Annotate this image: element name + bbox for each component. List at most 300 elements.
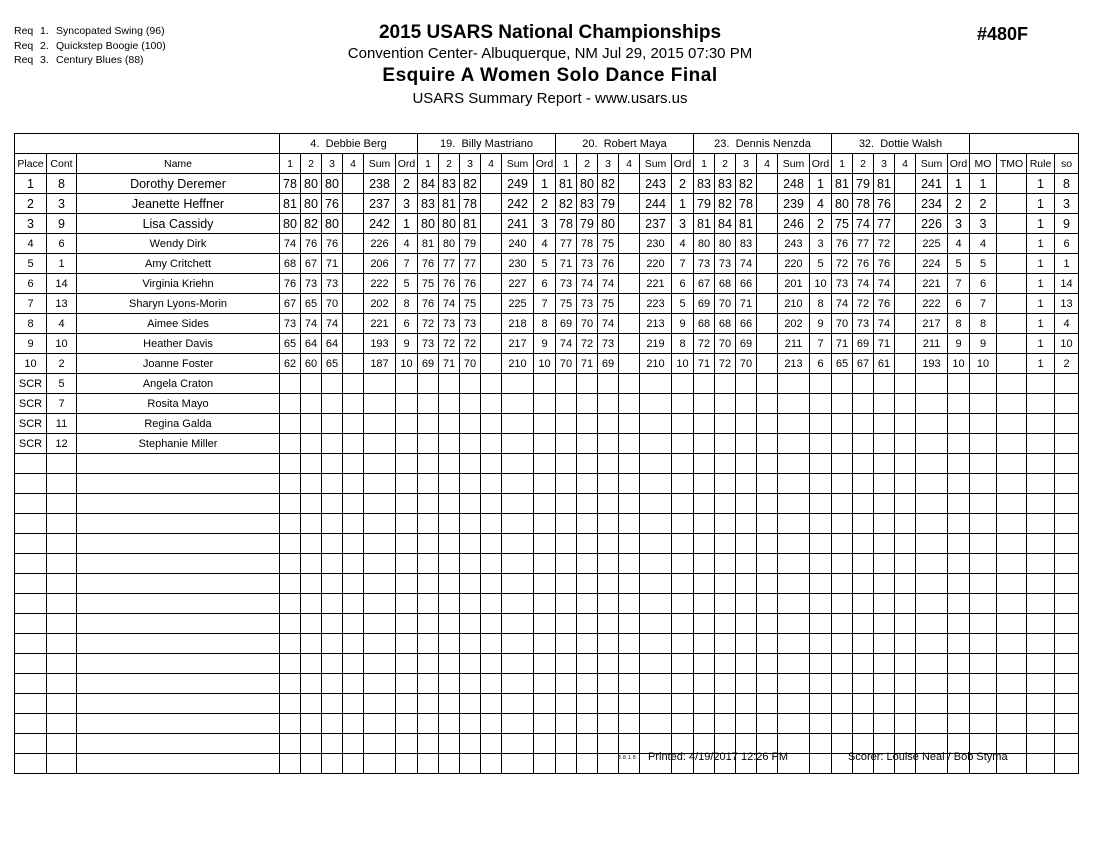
cell-j0-sum [364,394,396,414]
table-row [15,394,1079,414]
cell-j0-score2 [301,374,322,394]
cell-j4-score2 [853,534,874,554]
col-header-j4-4: 4 [895,154,916,174]
cell-j3-score4 [757,314,778,334]
table-row [15,334,1079,354]
cell-j4-sum [916,454,948,474]
cell-j4-score4 [895,514,916,534]
cell-j1-sum [502,634,534,654]
cell-j4-score4 [895,354,916,374]
cell-j4-score2 [853,394,874,414]
cell-name [77,674,280,694]
cell-j3-score4 [757,474,778,494]
cell-j4-ord [948,434,970,454]
cell-j3-sum: 213 [778,354,810,374]
cell-j3-ord [810,474,832,494]
cell-j1-ord [534,734,556,754]
cell-so [1055,594,1079,614]
cell-j2-score4 [619,174,640,194]
cell-j3-score1 [694,554,715,574]
cell-j1-sum [502,574,534,594]
cell-j2-sum [640,414,672,434]
cell-j2-score1 [556,554,577,574]
cell-j4-score4 [895,414,916,434]
cell-cont: 4 [47,314,77,334]
cell-j4-score3: 76 [874,254,895,274]
cell-j2-score1 [556,754,577,774]
judge-header-1 [418,134,556,154]
cell-j3-score3 [736,494,757,514]
cell-j4-score4 [895,194,916,214]
cell-cont [47,514,77,534]
cell-j0-ord: 8 [396,294,418,314]
cell-j1-score3 [460,734,481,754]
cell-j2-sum [640,474,672,494]
cell-j1-score1 [418,694,439,714]
cell-j0-score2 [301,394,322,414]
cell-j3-sum [778,374,810,394]
cell-j0-score2 [301,694,322,714]
cell-rule: 1 [1027,274,1055,294]
cell-j4-sum [916,474,948,494]
cell-j3-score1 [694,714,715,734]
cell-j3-score3 [736,534,757,554]
cell-j4-score1: 75 [832,214,853,234]
cell-j2-ord [672,494,694,514]
cell-j2-score2: 70 [577,314,598,334]
cell-j0-score4 [343,754,364,774]
cell-name: Dorothy Deremer [77,174,280,194]
cell-j3-score2: 82 [715,194,736,214]
cell-j0-score2 [301,674,322,694]
cell-j0-score3: 80 [322,214,343,234]
cell-place: SCR [15,434,47,454]
cell-j3-ord [810,634,832,654]
cell-j1-score3 [460,674,481,694]
cell-j2-score1 [556,454,577,474]
cell-j0-score4 [343,234,364,254]
col-header-j4-1: 1 [832,154,853,174]
cell-rule: 1 [1027,334,1055,354]
cell-j1-score3 [460,654,481,674]
cell-j1-sum: 240 [502,234,534,254]
cell-j1-sum [502,654,534,674]
cell-j3-sum [778,494,810,514]
cell-j1-sum: 241 [502,214,534,234]
cell-j0-score2: 74 [301,314,322,334]
cell-j1-sum [502,714,534,734]
cell-name [77,694,280,714]
cell-j3-sum [778,434,810,454]
cell-j3-score2: 80 [715,234,736,254]
cell-j1-score4 [481,354,502,374]
cell-rule [1027,474,1055,494]
blank-row [15,654,1079,674]
cell-j1-sum: 230 [502,254,534,274]
cell-j3-score4 [757,694,778,714]
cell-j1-score2 [439,594,460,614]
cell-j1-sum [502,534,534,554]
cell-j1-score2 [439,374,460,394]
cell-so [1055,654,1079,674]
cell-j3-score3 [736,634,757,654]
cell-j1-score3 [460,614,481,634]
cell-j3-score2 [715,534,736,554]
cell-j4-sum: 234 [916,194,948,214]
cell-j3-ord [810,454,832,474]
cell-j0-score1 [280,514,301,534]
cell-j4-score2: 69 [853,334,874,354]
cell-j0-score3: 65 [322,354,343,374]
cell-cont: 6 [47,234,77,254]
cell-j1-score4 [481,394,502,414]
cell-j1-score2: 74 [439,294,460,314]
cell-j0-ord [396,574,418,594]
cell-j2-sum [640,574,672,594]
cell-j0-sum [364,594,396,614]
cell-so [1055,634,1079,654]
banner-spacer [15,134,280,154]
cell-j1-score3 [460,454,481,474]
cell-j0-score1: 68 [280,254,301,274]
cell-name: Jeanette Heffner [77,194,280,214]
cell-j3-score2 [715,654,736,674]
cell-j3-ord [810,534,832,554]
cell-j3-sum: 201 [778,274,810,294]
cell-so [1055,434,1079,454]
cell-j3-ord [810,654,832,674]
cell-j4-ord: 9 [948,334,970,354]
cell-j1-score3: 82 [460,174,481,194]
cell-j0-score3: 70 [322,294,343,314]
cell-j2-score3: 69 [598,354,619,374]
cell-j0-score1: 80 [280,214,301,234]
report-header [0,22,1100,110]
cell-j2-ord [672,634,694,654]
col-header-j0-Ord: Ord [396,154,418,174]
cell-j1-score3: 81 [460,214,481,234]
cell-j1-ord [534,514,556,534]
cell-j1-score4 [481,314,502,334]
cell-j0-ord [396,614,418,634]
cell-j2-ord: 10 [672,354,694,374]
cell-j3-score4 [757,334,778,354]
cell-j2-score3: 74 [598,274,619,294]
col-header-j1-2: 2 [439,154,460,174]
cell-rule: 1 [1027,254,1055,274]
cell-name [77,634,280,654]
col-header-j3-Ord: Ord [810,154,832,174]
requirement-label: Req [14,54,34,66]
cell-j2-score3 [598,574,619,594]
cell-j3-score2 [715,694,736,714]
cell-j2-sum [640,434,672,454]
cell-j2-score3: 75 [598,234,619,254]
cell-j0-ord: 7 [396,254,418,274]
cell-j2-sum [640,634,672,654]
cell-j0-score3: 74 [322,314,343,334]
cell-j2-score4 [619,654,640,674]
cell-j0-score4 [343,674,364,694]
col-header-j4-2: 2 [853,154,874,174]
cell-j1-score1 [418,554,439,574]
cell-tmo [997,174,1027,194]
cell-j1-score1: 80 [418,214,439,234]
results-table [14,133,1079,774]
cell-place [15,594,47,614]
cell-j2-score2 [577,614,598,634]
cell-place: 5 [15,254,47,274]
cell-j0-score3 [322,594,343,614]
cell-j0-score1 [280,434,301,454]
cell-j0-sum [364,374,396,394]
cell-j2-score4 [619,614,640,634]
requirement-label: Req [14,25,34,37]
cell-j0-score2: 64 [301,334,322,354]
cell-j4-score3: 76 [874,294,895,314]
cell-j3-score4 [757,674,778,694]
cell-cont [47,614,77,634]
cell-j0-score3: 64 [322,334,343,354]
cell-j1-ord: 3 [534,214,556,234]
cell-j4-score4 [895,554,916,574]
cell-j3-score3 [736,514,757,534]
judge-name: Dottie Walsh [880,137,943,150]
cell-so: 8 [1055,174,1079,194]
col-header-j0-4: 4 [343,154,364,174]
cell-j0-score2 [301,414,322,434]
cell-j2-score4 [619,674,640,694]
cell-j3-score2 [715,574,736,594]
cell-j0-score1 [280,554,301,574]
cell-j2-sum: 220 [640,254,672,274]
cell-j0-score2 [301,534,322,554]
cell-j3-score4 [757,274,778,294]
cell-place: 2 [15,194,47,214]
cell-j3-score3 [736,454,757,474]
cell-j0-score4 [343,694,364,714]
cell-j1-score1 [418,494,439,514]
cell-mo: 7 [970,294,997,314]
blank-row [15,694,1079,714]
cell-tmo [997,674,1027,694]
cell-name [77,554,280,574]
cell-j4-sum: 225 [916,234,948,254]
cell-place [15,654,47,674]
cell-j4-ord [948,614,970,634]
cell-j3-score3 [736,654,757,674]
cell-name: Sharyn Lyons-Morin [77,294,280,314]
cell-j2-score3: 74 [598,314,619,334]
cell-j2-score2 [577,594,598,614]
cell-j1-score3 [460,414,481,434]
cell-j2-score4 [619,694,640,714]
cell-j4-ord: 3 [948,214,970,234]
cell-rule [1027,654,1055,674]
cell-mo: 8 [970,314,997,334]
cell-j4-sum [916,534,948,554]
page-title: 2015 USARS National Championships [378,22,722,43]
cell-j4-sum [916,374,948,394]
cell-j1-sum [502,414,534,434]
cell-j4-sum [916,554,948,574]
cell-j4-score4 [895,534,916,554]
column-header-row [15,154,1079,174]
cell-j1-score4 [481,474,502,494]
cell-j1-score4 [481,194,502,214]
cell-j3-ord [810,494,832,514]
cell-place [15,734,47,754]
cell-j3-sum [778,394,810,414]
cell-j4-score3: 71 [874,334,895,354]
cell-j1-sum [502,434,534,454]
cell-j1-sum [502,734,534,754]
cell-j0-score1: 78 [280,174,301,194]
cell-j4-score2 [853,634,874,654]
cell-j4-score2: 78 [853,194,874,214]
cell-j0-score3 [322,574,343,594]
cell-j0-ord [396,474,418,494]
cell-j1-ord: 5 [534,254,556,274]
cell-j1-score1 [418,534,439,554]
cell-j1-score1 [418,754,439,774]
cell-j1-ord [534,534,556,554]
cell-so [1055,754,1079,774]
judge-number: 32. [858,137,875,150]
cell-cont [47,654,77,674]
cell-j4-score1: 70 [832,314,853,334]
cell-j4-ord [948,654,970,674]
cell-j2-ord [672,514,694,534]
cell-j1-score4 [481,554,502,574]
cell-j4-score4 [895,434,916,454]
cell-j3-score3 [736,374,757,394]
cell-so: 1 [1055,254,1079,274]
requirement-number: 3. [40,54,49,66]
cell-j0-sum: 226 [364,234,396,254]
cell-j4-score3 [874,434,895,454]
cell-j1-score3 [460,754,481,774]
cell-cont [47,494,77,514]
cell-j0-ord [396,754,418,774]
cell-j1-score4 [481,214,502,234]
cell-j4-score2 [853,714,874,734]
cell-j2-score3: 73 [598,334,619,354]
cell-j3-score2 [715,514,736,534]
cell-j0-score3 [322,654,343,674]
cell-j3-ord [810,694,832,714]
cell-j1-ord [534,454,556,474]
cell-place [15,554,47,574]
cell-j4-score1: 81 [832,174,853,194]
cell-name: Wendy Dirk [77,234,280,254]
cell-j4-score2: 79 [853,174,874,194]
cell-j2-score1 [556,674,577,694]
cell-j3-score1 [694,674,715,694]
cell-j4-sum [916,634,948,654]
cell-j3-score1: 69 [694,294,715,314]
cell-j3-ord [810,674,832,694]
cell-j0-score1 [280,574,301,594]
cell-j4-ord [948,534,970,554]
cell-place [15,534,47,554]
cell-cont: 10 [47,334,77,354]
requirement-number: 2. [40,39,49,52]
cell-j2-ord [672,394,694,414]
col-header-cont: Cont [47,154,77,174]
cell-j1-ord [534,414,556,434]
cell-j1-ord [534,474,556,494]
cell-j2-sum: 219 [640,334,672,354]
cell-j2-score3: 79 [598,194,619,214]
cell-j4-score2: 77 [853,234,874,254]
cell-place: SCR [15,414,47,434]
cell-j3-score1 [694,374,715,394]
cell-tmo [997,194,1027,214]
col-header-j0-1: 1 [280,154,301,174]
cell-j3-ord: 1 [810,174,832,194]
cell-j0-sum: 242 [364,214,396,234]
cell-place: 7 [15,294,47,314]
cell-j3-score4 [757,554,778,574]
cell-j2-sum [640,394,672,414]
cell-j2-score3 [598,494,619,514]
cell-j0-score2: 82 [301,214,322,234]
cell-j3-score2 [715,454,736,474]
cell-j1-score1 [418,674,439,694]
cell-name [77,714,280,734]
cell-j0-score2 [301,434,322,454]
cell-place [15,634,47,654]
cell-place: 9 [15,334,47,354]
cell-mo: 2 [970,194,997,214]
cell-j2-score2 [577,714,598,734]
table-row [15,314,1079,334]
cell-j4-score2 [853,514,874,534]
cell-j2-score1 [556,654,577,674]
cell-j3-score2: 68 [715,274,736,294]
cell-j0-score4 [343,554,364,574]
cell-rule [1027,434,1055,454]
venue-line: Convention Center- Albuquerque, NM Jul 29, 2015 07:30 PM [347,45,753,62]
cell-tmo [997,594,1027,614]
cell-j3-score4 [757,394,778,414]
cell-j1-score1: 76 [418,294,439,314]
cell-j3-sum: 220 [778,254,810,274]
cell-j2-sum: 244 [640,194,672,214]
cell-j1-sum [502,494,534,514]
cell-j4-score4 [895,174,916,194]
cell-j4-score2 [853,434,874,454]
cell-j4-score3: 76 [874,194,895,214]
cell-j1-score3 [460,574,481,594]
cell-j4-ord [948,554,970,574]
cell-j2-score2 [577,414,598,434]
cell-j2-score2: 71 [577,354,598,374]
cell-mo [970,574,997,594]
cell-j1-score4 [481,514,502,534]
cell-j0-ord [396,654,418,674]
cell-cont [47,694,77,714]
cell-j3-ord [810,754,832,774]
cell-j2-score4 [619,214,640,234]
cell-j1-score3: 75 [460,294,481,314]
cell-j1-score4 [481,574,502,594]
cell-j0-sum [364,654,396,674]
cell-j0-score2: 73 [301,274,322,294]
cell-name: Joanne Foster [77,354,280,374]
judge-name: Debbie Berg [325,137,387,150]
